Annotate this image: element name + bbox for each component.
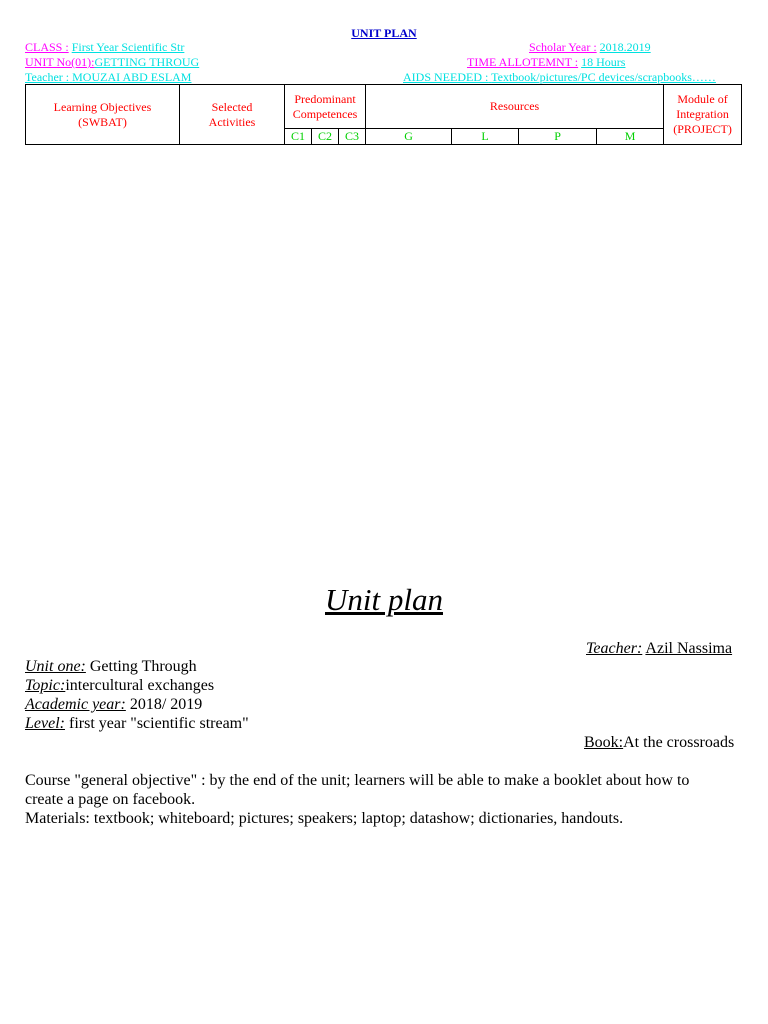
resource-p: P	[519, 129, 597, 145]
competence-c2: C2	[312, 129, 339, 145]
scholar-year-value: 2018.2019	[599, 40, 651, 54]
competence-c1: C1	[285, 129, 312, 145]
topic-line	[25, 676, 214, 695]
aids-needed-label: AIDS NEEDED :	[403, 70, 489, 84]
teacher-label: Teacher :	[25, 70, 70, 84]
unit-plan-header-title: UNIT PLAN	[351, 26, 417, 40]
level-value: first year "scientific stream"	[68, 715, 249, 732]
selected-activities-header: Selected Activities	[180, 85, 285, 145]
plan-teacher-value: Azil Nassima	[645, 640, 733, 657]
scholar-year-label: Scholar Year :	[529, 40, 597, 54]
aids-needed-value: Textbook/pictures/PC devices/scrapbooks……	[491, 70, 716, 84]
plan-teacher-line	[586, 639, 732, 658]
time-allotment-value: 18 Hours	[581, 55, 626, 69]
module-of-integration-header: Module of Integration (PROJECT)	[664, 85, 742, 145]
resource-g: G	[366, 129, 452, 145]
competence-c3: C3	[339, 129, 366, 145]
plan-teacher-label: Teacher:	[586, 640, 643, 657]
unit-one-value: Getting Through	[89, 658, 197, 675]
predominant-competences-header: Predominant Competences	[285, 85, 366, 129]
unit-number-value: GETTING THROUG	[94, 55, 200, 69]
topic-value: intercultural exchanges	[65, 677, 215, 694]
level-label: Level:	[25, 715, 65, 732]
topic-label: Topic:	[25, 677, 66, 694]
level-line	[25, 714, 249, 733]
academic-year-value: 2018/ 2019	[129, 696, 203, 713]
time-allotment-label: TIME ALLOTEMNT :	[467, 55, 579, 69]
resource-m: M	[597, 129, 664, 145]
class-value: First Year Scientific Str	[71, 40, 185, 54]
course-objective-line-2: create a page on facebook.	[25, 791, 196, 808]
academic-year-label: Academic year:	[25, 696, 126, 713]
class-line	[25, 40, 184, 54]
class-label: CLASS :	[25, 40, 69, 54]
unit-one-line	[25, 657, 197, 676]
teacher-value: MOUZAI ABD ESLAM	[72, 70, 192, 84]
academic-year-line	[25, 695, 202, 714]
book-label: Book:	[584, 734, 624, 751]
teacher-line	[25, 70, 405, 84]
resource-l: L	[452, 129, 519, 145]
unit-number-label: UNIT No(01):	[25, 55, 95, 69]
unit-plan-title: Unit plan	[325, 582, 443, 617]
book-line	[584, 733, 734, 752]
book-value: At the crossroads	[623, 734, 735, 751]
scholar-year-line	[529, 40, 651, 54]
aids-needed-line	[403, 70, 716, 84]
resources-header: Resources	[366, 85, 664, 129]
course-objective-line-1: Course "general objective" : by the end of the unit; learners will be able to make a booklet about how to	[25, 772, 690, 789]
unit-plan-table	[25, 84, 742, 145]
materials-line: Materials: textbook; whiteboard; pictures; speakers; laptop; datashow; dictionaries, handouts.	[25, 810, 624, 827]
learning-objectives-header: Learning Objectives (SWBAT)	[26, 85, 180, 145]
time-allotment-line	[467, 55, 625, 69]
unit-one-label: Unit one:	[25, 658, 86, 675]
unit-number-line	[25, 55, 199, 69]
